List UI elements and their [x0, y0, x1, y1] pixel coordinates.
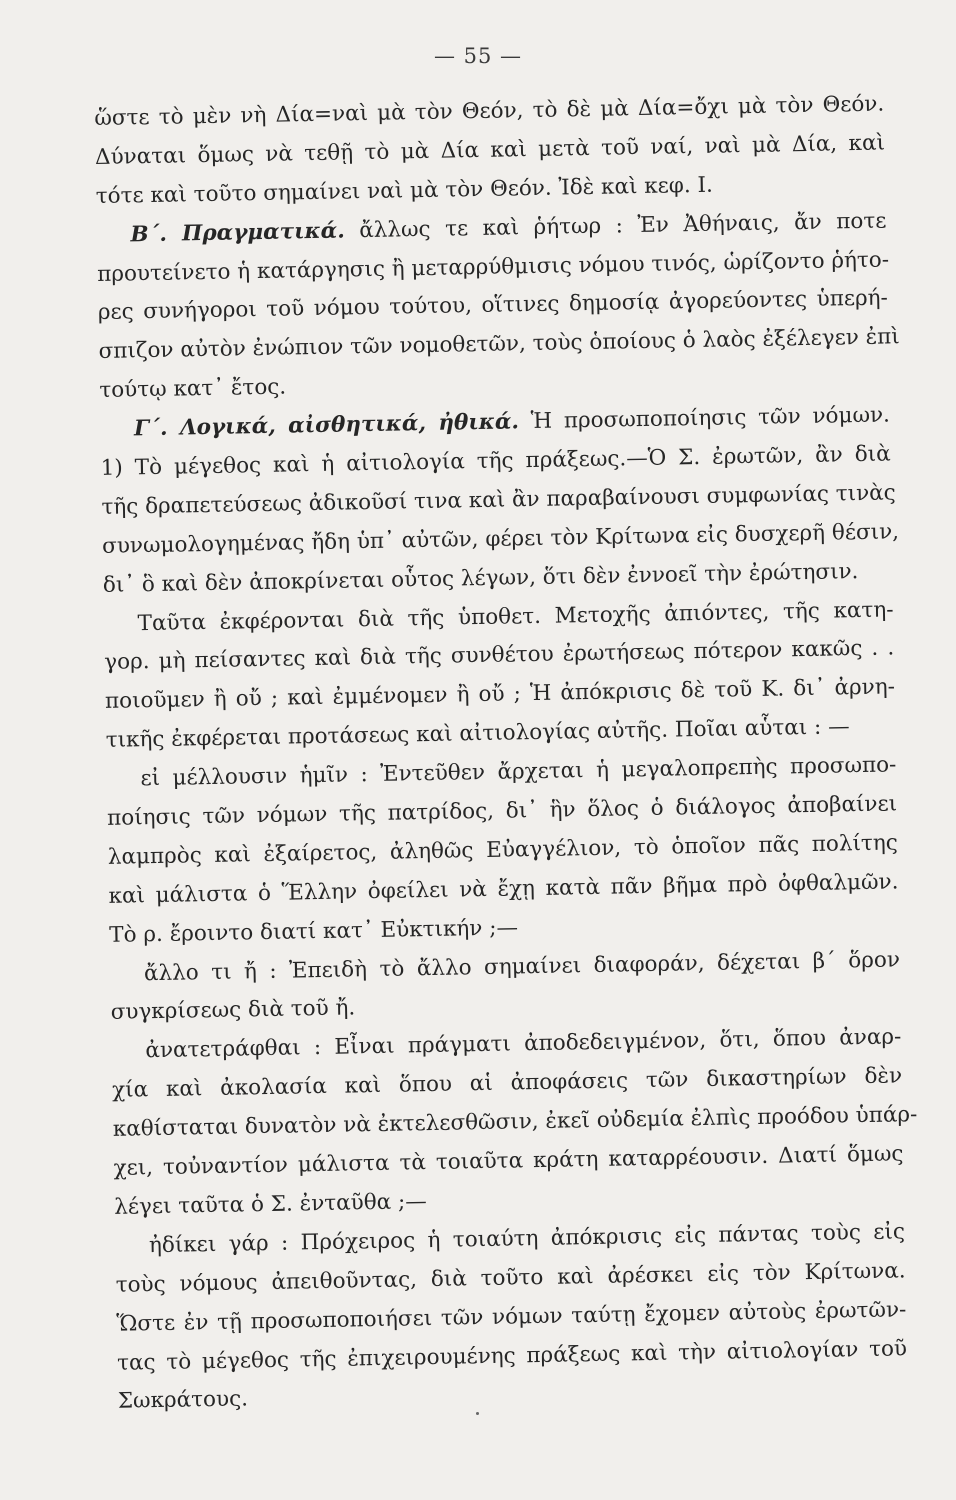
text-line: ποιοῦμεν ἢ οὔ ; καὶ ἐμμένομεν ἢ οὔ ; Ἡ ἀπόκρισις δὲ τοῦ Κ. δι᾽ ἀρνη-: [104, 674, 896, 715]
text-line: 1) Τὸ μέγεθος καὶ ἡ αἰτιολογία τῆς πράξεως.—Ὁ Σ. ἐρωτῶν, ἂν διὰ: [100, 441, 891, 481]
text-line: ἀνατετράφθαι : Εἶναι πράγματι ἀποδεδειγμένον, ὅτι, ὅπου ἀναρ-: [145, 1024, 902, 1064]
text-line: λέγει ταῦτα ὁ Σ. ἐνταῦθα ;—: [114, 1189, 428, 1220]
text-line: γορ. μὴ πείσαντες καὶ διὰ τῆς συνθέτου ἐρωτήσεως πότερον κακῶς . .: [104, 635, 895, 676]
text-line: δι᾽ ὃ καὶ δὲν ἀποκρίνεται οὗτος λέγων, ὅτι δὲν ἐννοεῖ τὴν ἐρώτησιν.: [102, 558, 859, 598]
text-line: τότε καὶ τοῦτο σημαίνει ναὶ μὰ τὸν Θεόν. Ἰδὲ καὶ κεφ. Ι.: [95, 172, 714, 209]
text-line: συγκρίσεως διὰ τοῦ ἤ.: [110, 995, 356, 1026]
page-number: — 55 —: [433, 44, 523, 68]
section-b-text: ἄλλως τε καὶ ῥήτωρ : Ἐν Ἀθήναις, ἄν ποτε: [359, 208, 887, 243]
text-line: ἠδίκει γάρ : Πρόχειρος ἡ τοιαύτη ἀπόκρισις εἰς πάντας τοὺς εἰς: [148, 1219, 906, 1259]
section-g-text: Ἡ προσωποποίησις τῶν νόμων.: [530, 402, 891, 435]
text-line: ποίησις τῶν νόμων τῆς πατρίδος, δι᾽ ἣν ὅλος ὁ διάλογος ἀποβαίνει: [106, 791, 898, 831]
text-line: χει, τοὐναντίον μάλιστα τὰ τοιαῦτα κράτη καταρρέουσιν. Διατί ὅμως: [113, 1141, 904, 1181]
body-text: [94, 86, 918, 1423]
text-line: λαμπρὸς καὶ ἐξαίρετος, ἀληθῶς Εὐαγγέλιον, τὸ ὁποῖον πᾶς πολίτης: [107, 830, 898, 870]
text-line: Τὸ ρ. ἔροιντο διατί κατ᾽ Εὐκτικήν ;—: [109, 915, 519, 948]
text-line: τούτῳ κατ᾽ ἔτος.: [99, 374, 287, 404]
text-line: καὶ μάλιστα ὁ Ἕλλην ὀφείλει νὰ ἔχῃ κατὰ πᾶν βῆμα πρὸ ὀφθαλμῶν.: [108, 869, 899, 909]
text-line: σπιζον αὐτὸν ἐνώπιον τῶν νομοθετῶν, τοὺς ὁποίους ὁ λαὸς ἐξέλεγεν ἐπὶ: [98, 324, 900, 365]
text-line: ὥστε τὸ μὲν νὴ Δία=ναὶ μὰ τὸν Θεόν, τὸ δὲ μὰ Δία=ὄχι μὰ τὸν Θεόν.: [94, 91, 885, 131]
text-line: Ταῦτα ἐκφέρονται διὰ τῆς ὑποθετ. Μετοχῆς ἀπιόντες, τῆς κατη-: [137, 597, 894, 636]
section-b-heading: Β΄. Πραγματικά.: [130, 218, 345, 248]
text-line: Σωκράτους.: [117, 1386, 249, 1415]
text-line: συνωμολογημένας ἤδη ὑπ᾽ αὐτῶν, φέρει τὸν Κρίτωνα εἰς δυσχερῆ θέσιν,: [101, 519, 900, 559]
text-line: τῆς δραπετεύσεως ἀδικοῦσί τινα καὶ ἂν παραβαίνουσι συμφωνίας τινὰς: [101, 480, 896, 520]
text-line: ρες συνήγοροι τοῦ νόμου τούτου, οἵτινες δημοσίᾳ ἀγορεύοντες ὑπερή-: [97, 285, 888, 326]
text-line: τοὺς νόμους ἀπειθοῦντας, διὰ τοῦτο καὶ ἀρέσκει εἰς τὸν Κρίτωνα.: [115, 1258, 906, 1298]
section-g-heading: Γ΄. Λογικά, αἰσθητικά, ἠθικά.: [133, 409, 520, 442]
text-line: τικῆς ἐκφέρεται προτάσεως καὶ αἰτιολογίας αὐτῆς. Ποῖαι αὗται : —: [105, 714, 850, 754]
text-line: Ὥστε ἐν τῇ προσωποποιήσει τῶν νόμων ταύτῃ ἔχομεν αὐτοὺς ἐρωτῶν-: [116, 1296, 907, 1337]
text-line: προυτείνετο ἡ κατάργησις ἢ μεταρρύθμισις νόμου τινός, ὡρίζοντο ῥήτο-: [96, 247, 890, 287]
paper-speck: [476, 1412, 479, 1415]
text-line: τας τὸ μέγεθος τῆς ἐπιχειρουμένης πράξεως καὶ τὴν αἰτιολογίαν τοῦ: [116, 1335, 908, 1376]
text-line: χία καὶ ἀκολασία καὶ ὅπου αἱ ἀποφάσεις τῶν δικαστηρίων δὲν: [111, 1063, 903, 1104]
text-line: καθίσταται δυνατὸν νὰ ἐκτελεσθῶσιν, ἐκεῖ οὐδεμία ἐλπὶς προόδου ὑπάρ-: [112, 1102, 918, 1142]
text-line: ἄλλο τι ἤ : Ἐπειδὴ τὸ ἄλλο σημαίνει διαφοράν, δέχεται β΄ ὅρον: [143, 946, 901, 986]
text-line: Δύναται ὅμως νὰ τεθῇ τὸ μὰ Δία καὶ μετὰ τοῦ ναί, ναὶ μὰ Δία, καὶ: [94, 130, 886, 170]
text-line: εἰ μέλλουσιν ἡμῖν : Ἐντεῦθεν ἄρχεται ἡ μεγαλοπρεπὴς προσωπο-: [140, 752, 897, 792]
